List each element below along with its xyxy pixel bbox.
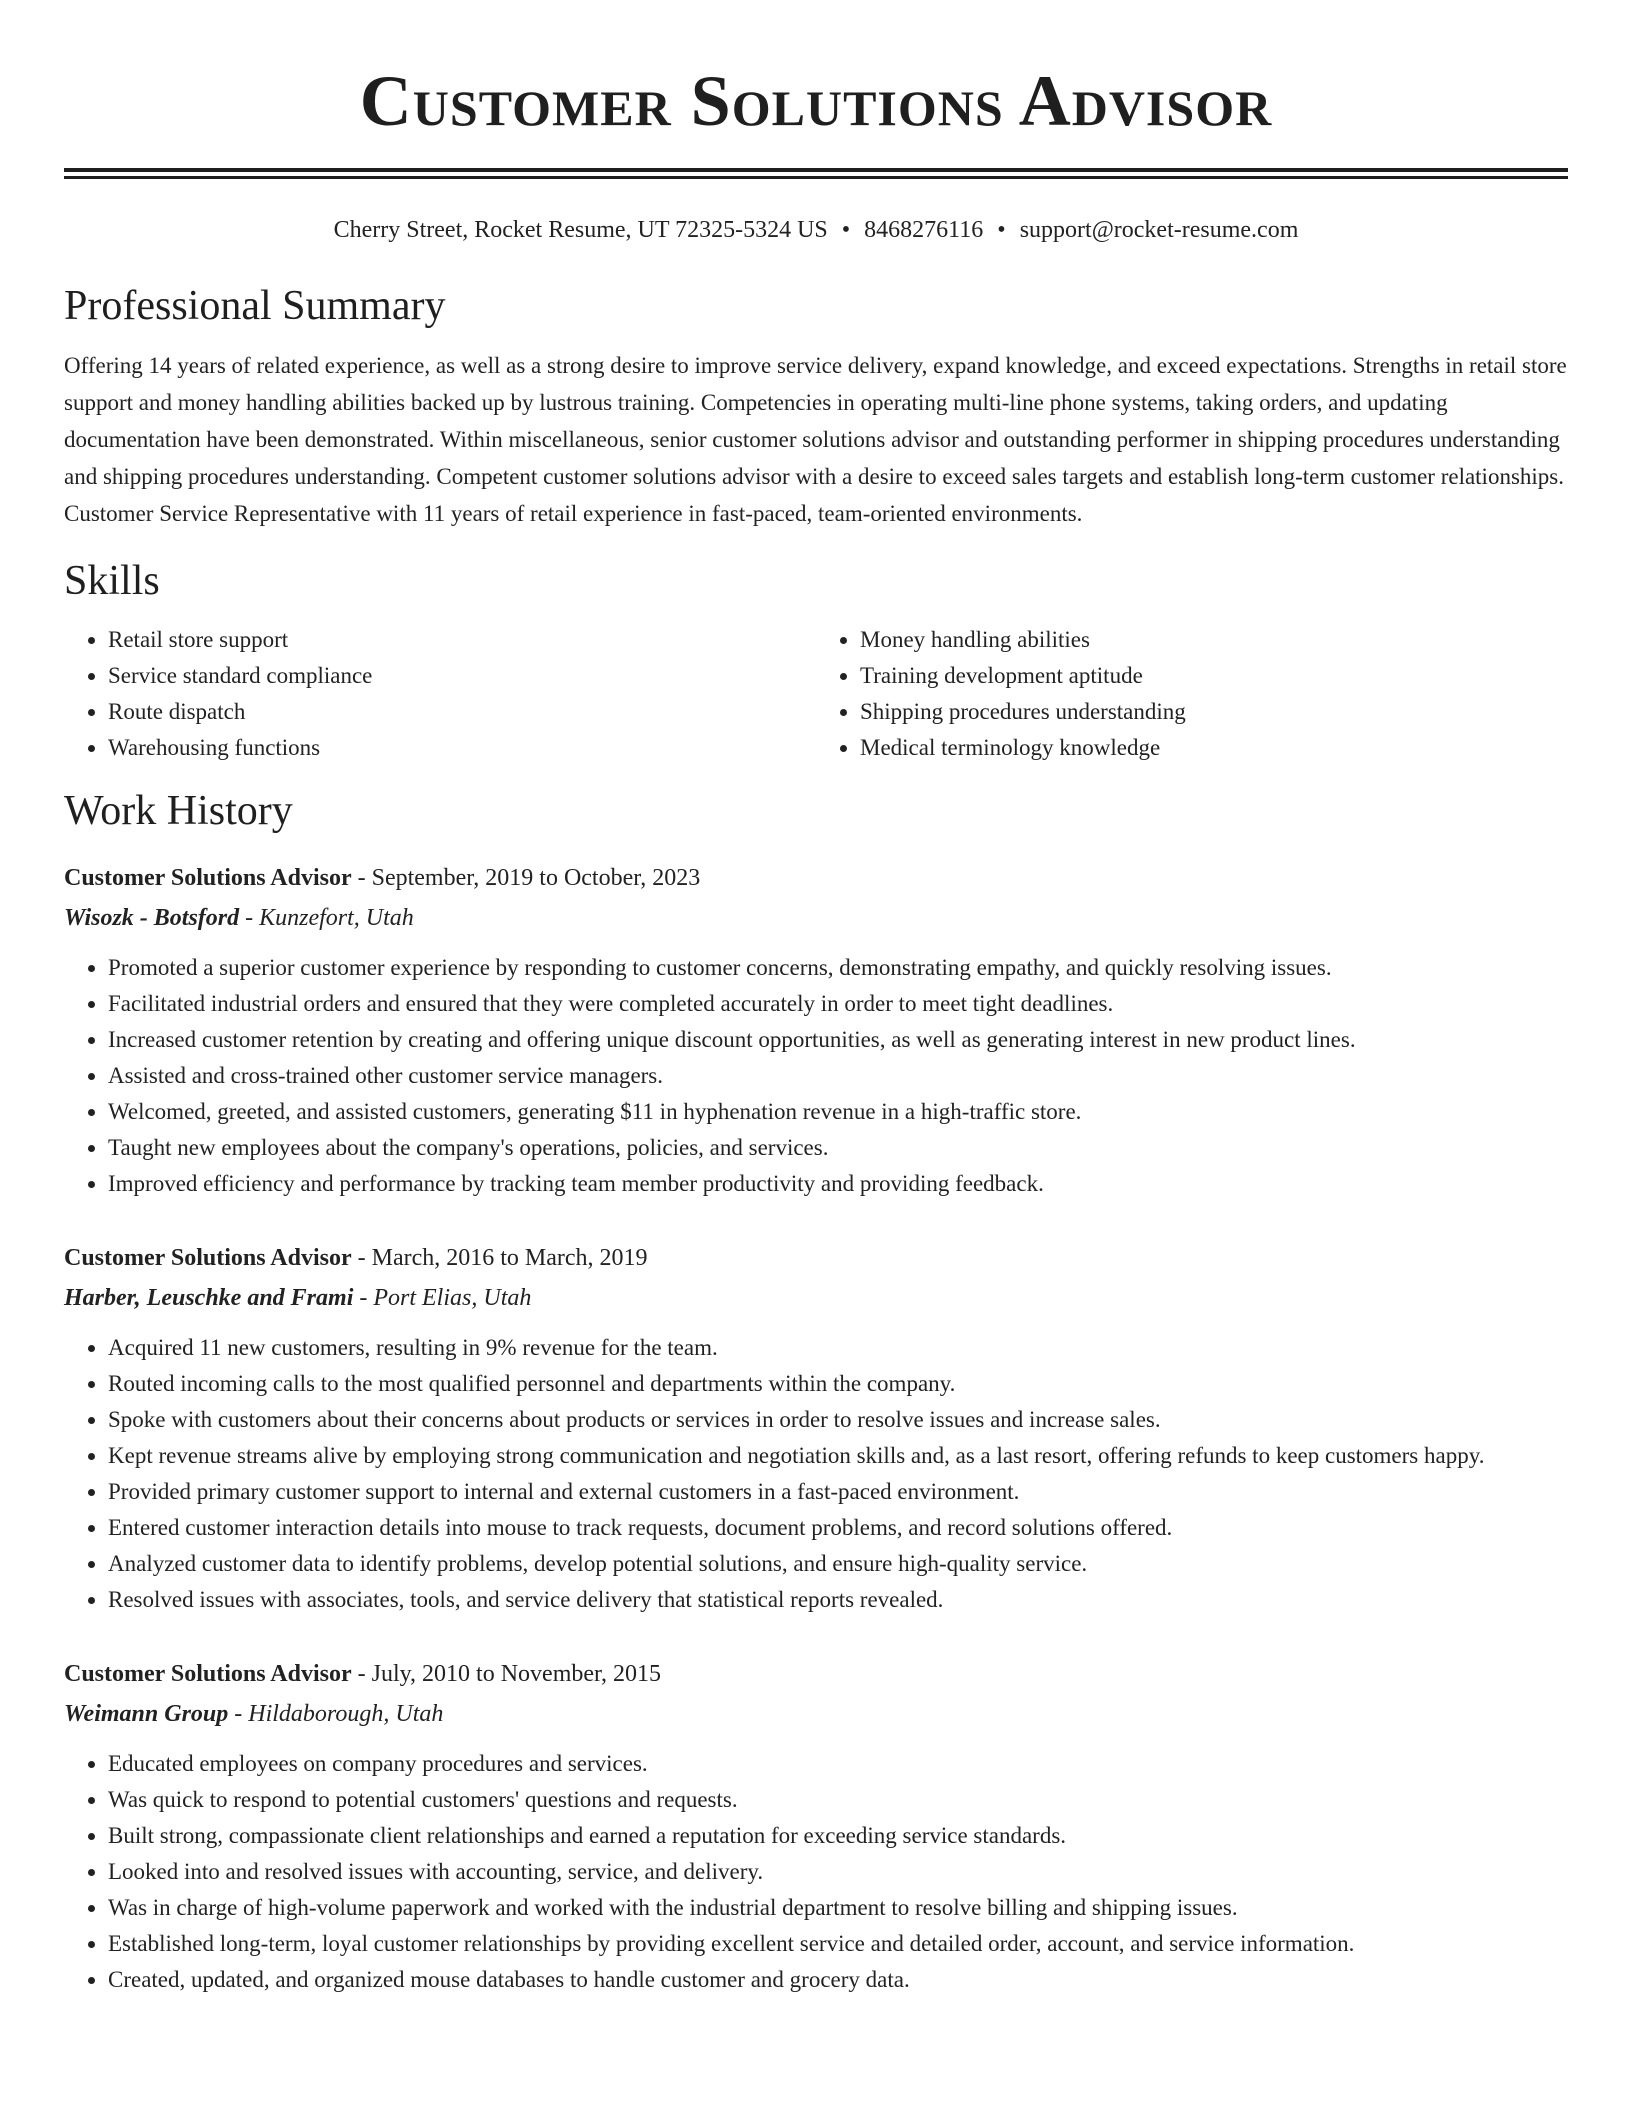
contact-address: Cherry Street, Rocket Resume, UT 72325-5324 US — [333, 217, 828, 243]
job-entry — [64, 1238, 1568, 1618]
skill-item: • Retail store support — [108, 622, 816, 658]
job-bullet: • Acquired 11 new customers, resulting in 9% revenue for the team. — [108, 1330, 1568, 1366]
job-bullet: • Kept revenue streams alive by employing strong communication and negotiation skills and, as a last resort, offering refunds to keep customers happy. — [108, 1438, 1568, 1474]
work-history-heading: Work History — [64, 788, 293, 834]
job-bullets — [64, 1330, 1568, 1618]
job-bullet: • Built strong, compassionate client relationships and earned a reputation for exceeding service standards. — [108, 1818, 1568, 1854]
job-role: Customer Solutions Advisor — [64, 1245, 352, 1271]
job-bullet: • Increased customer retention by creating and offering unique discount opportunities, as well as generating interest in new product lines. — [108, 1022, 1568, 1058]
job-bullet: • Routed incoming calls to the most qualified personnel and departments within the company. — [108, 1366, 1568, 1402]
job-bullet: • Facilitated industrial orders and ensured that they were completed accurately in order to meet tight deadlines. — [108, 986, 1568, 1022]
title-rule-bottom — [64, 176, 1568, 179]
summary-heading: Professional Summary — [64, 283, 446, 329]
job-bullet: • Educated employees on company procedures and services. — [108, 1746, 1568, 1782]
skill-item: • Service standard compliance — [108, 658, 816, 694]
skill-item: • Medical terminology knowledge — [860, 730, 1568, 766]
job-bullet: • Taught new employees about the company's operations, policies, and services. — [108, 1130, 1568, 1166]
title-rule-top — [64, 168, 1568, 172]
job-title-line — [64, 858, 1568, 898]
job-bullets — [64, 950, 1568, 1202]
job-role: Customer Solutions Advisor — [64, 865, 352, 891]
job-bullet: • Welcomed, greeted, and assisted customers, generating $11 in hyphenation revenue in a high-traffic store. — [108, 1094, 1568, 1130]
job-bullet: • Improved efficiency and performance by tracking team member productivity and providing feedback. — [108, 1166, 1568, 1202]
job-location: - Kunzefort, Utah — [239, 905, 414, 931]
skills-heading: Skills — [64, 558, 160, 604]
job-company: Weimann Group — [64, 1701, 229, 1727]
job-company-line — [64, 1694, 1568, 1734]
resume-title: Customer Solutions Advisor — [359, 61, 1273, 141]
contact-line — [64, 213, 1568, 247]
skill-item: • Training development aptitude — [860, 658, 1568, 694]
summary-text: Offering 14 years of related experience, as well as a strong desire to improve service delivery, expand knowledge, and exceed expectations. Strengths in retail store support and money handling abilities backed up by lustrous training. Competencies in operating multi-line phone systems, taking orders, and updating documentation have been demonstrated. Within miscellaneous, senior customer solutions advisor and outstanding performer in shipping procedures understanding and shipping procedures understanding. Competent customer solutions advisor with a desire to exceed sales targets and establish long-term customer relationships. Customer Service Representative with 11 years of retail experience in fast-paced, team-oriented environments. — [64, 353, 1567, 526]
contact-separator: • — [997, 217, 1006, 243]
job-bullet: • Created, updated, and organized mouse databases to handle customer and grocery data. — [108, 1962, 1568, 1998]
job-bullet: • Was in charge of high-volume paperwork and worked with the industrial department to resolve billing and shipping issues. — [108, 1890, 1568, 1926]
job-bullet: • Promoted a superior customer experience by responding to customer concerns, demonstrating empathy, and quickly resolving issues. — [108, 950, 1568, 986]
job-entry — [64, 858, 1568, 1202]
contact-separator: • — [841, 217, 851, 243]
job-location: - Hildaborough, Utah — [228, 1701, 444, 1727]
skills-columns — [64, 622, 1568, 766]
job-dates: - September, 2019 to October, 2023 — [351, 865, 701, 891]
job-company: Harber, Leuschke and Frami — [64, 1285, 354, 1311]
skill-item: • Route dispatch — [108, 694, 816, 730]
skill-item: • Money handling abilities — [860, 622, 1568, 658]
job-title-line — [64, 1654, 1568, 1694]
job-bullets — [64, 1746, 1568, 1998]
job-bullet: • Provided primary customer support to internal and external customers in a fast-paced environment. — [108, 1474, 1568, 1510]
job-bullet: • Assisted and cross-trained other customer service managers. — [108, 1058, 1568, 1094]
skills-section — [64, 556, 1568, 766]
summary-section — [64, 281, 1568, 532]
job-company-line — [64, 1278, 1568, 1318]
job-bullet: • Spoke with customers about their concerns about products or services in order to resolve issues and increase sales. — [108, 1402, 1568, 1438]
job-bullet: • Analyzed customer data to identify problems, develop potential solutions, and ensure high-quality service. — [108, 1546, 1568, 1582]
skill-item: • Shipping procedures understanding — [860, 694, 1568, 730]
job-bullet: • Established long-term, loyal customer relationships by providing excellent service and detailed order, account, and service information. — [108, 1926, 1568, 1962]
job-location: - Port Elias, Utah — [353, 1285, 532, 1311]
contact-phone: 8468276116 — [864, 217, 984, 243]
job-entry — [64, 1654, 1568, 1998]
job-bullet: • Resolved issues with associates, tools, and service delivery that statistical reports revealed. — [108, 1582, 1568, 1618]
job-title-line — [64, 1238, 1568, 1278]
job-dates: - March, 2016 to March, 2019 — [351, 1245, 648, 1271]
job-bullet: • Looked into and resolved issues with accounting, service, and delivery. — [108, 1854, 1568, 1890]
job-role: Customer Solutions Advisor — [64, 1661, 352, 1687]
contact-email: support@rocket-resume.com — [1019, 217, 1299, 243]
job-company: Wisozk - Botsford — [64, 905, 240, 931]
job-bullet: • Entered customer interaction details into mouse to track requests, document problems, and record solutions offered. — [108, 1510, 1568, 1546]
work-history-section — [64, 786, 1568, 1998]
job-dates: - July, 2010 to November, 2015 — [351, 1661, 662, 1687]
skill-item: • Warehousing functions — [108, 730, 816, 766]
skills-list-right — [816, 622, 1568, 766]
job-company-line — [64, 898, 1568, 938]
job-bullet: • Was quick to respond to potential customers' questions and requests. — [108, 1782, 1568, 1818]
skills-list-left — [64, 622, 816, 766]
